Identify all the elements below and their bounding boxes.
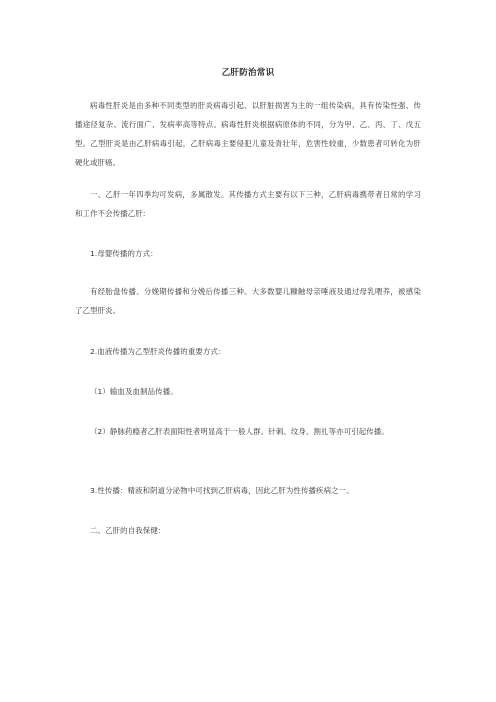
paragraph-blood-item-2: （2）静脉药瘾者乙肝表面阳性者明显高于一般人群。针刺、纹身、割扎等亦可引起传播。 [90, 427, 389, 436]
paragraph-blood-heading: 2.血液传播为乙型肝炎传播的重要方式： [90, 347, 226, 356]
paragraph-sexual-transmission: 3.性传播：精液和阴道分泌物中可找到乙肝病毒，因此乙肝为性传播疾病之一。 [90, 486, 354, 495]
document-title: 乙肝防治常识 [221, 68, 275, 78]
paragraph-blood-item-1: （1）输血及血制品传播。 [90, 387, 178, 396]
paragraph-mother-infant-detail: 有经胎盘传播、分娩期传播和分娩后传播三种。大多数婴儿糠触母亲唾液及通过母乳喂养，被感染了乙型肝炎。 [75, 287, 421, 315]
paragraph-mother-infant-heading: 1.母婴传播的方式： [90, 249, 158, 258]
paragraph-section-two: 二、乙肝的自我保健： [90, 526, 166, 535]
paragraph-intro: 病毒性肝炎是由多种不同类型的肝炎病毒引起、以肝脏损害为主的一组传染病，具有传染性强、传播途径复杂、流行面广、发病率高等特点。病毒性肝炎根据病原体的不同，分为甲、乙、丙、丁、戊五型。乙型肝炎是由乙肝病毒引起，乙肝病毒主要侵犯儿童及青壮年，危害性较重，少数患者可转化为肝硬化或肝癌。 [75, 101, 421, 167]
paragraph-section-one: 一、乙肝一年四季均可发病，多属散发。其传播方式主要有以下三种，乙肝病毒携带者日常的学习和工作不会传播乙肝: [75, 190, 421, 218]
